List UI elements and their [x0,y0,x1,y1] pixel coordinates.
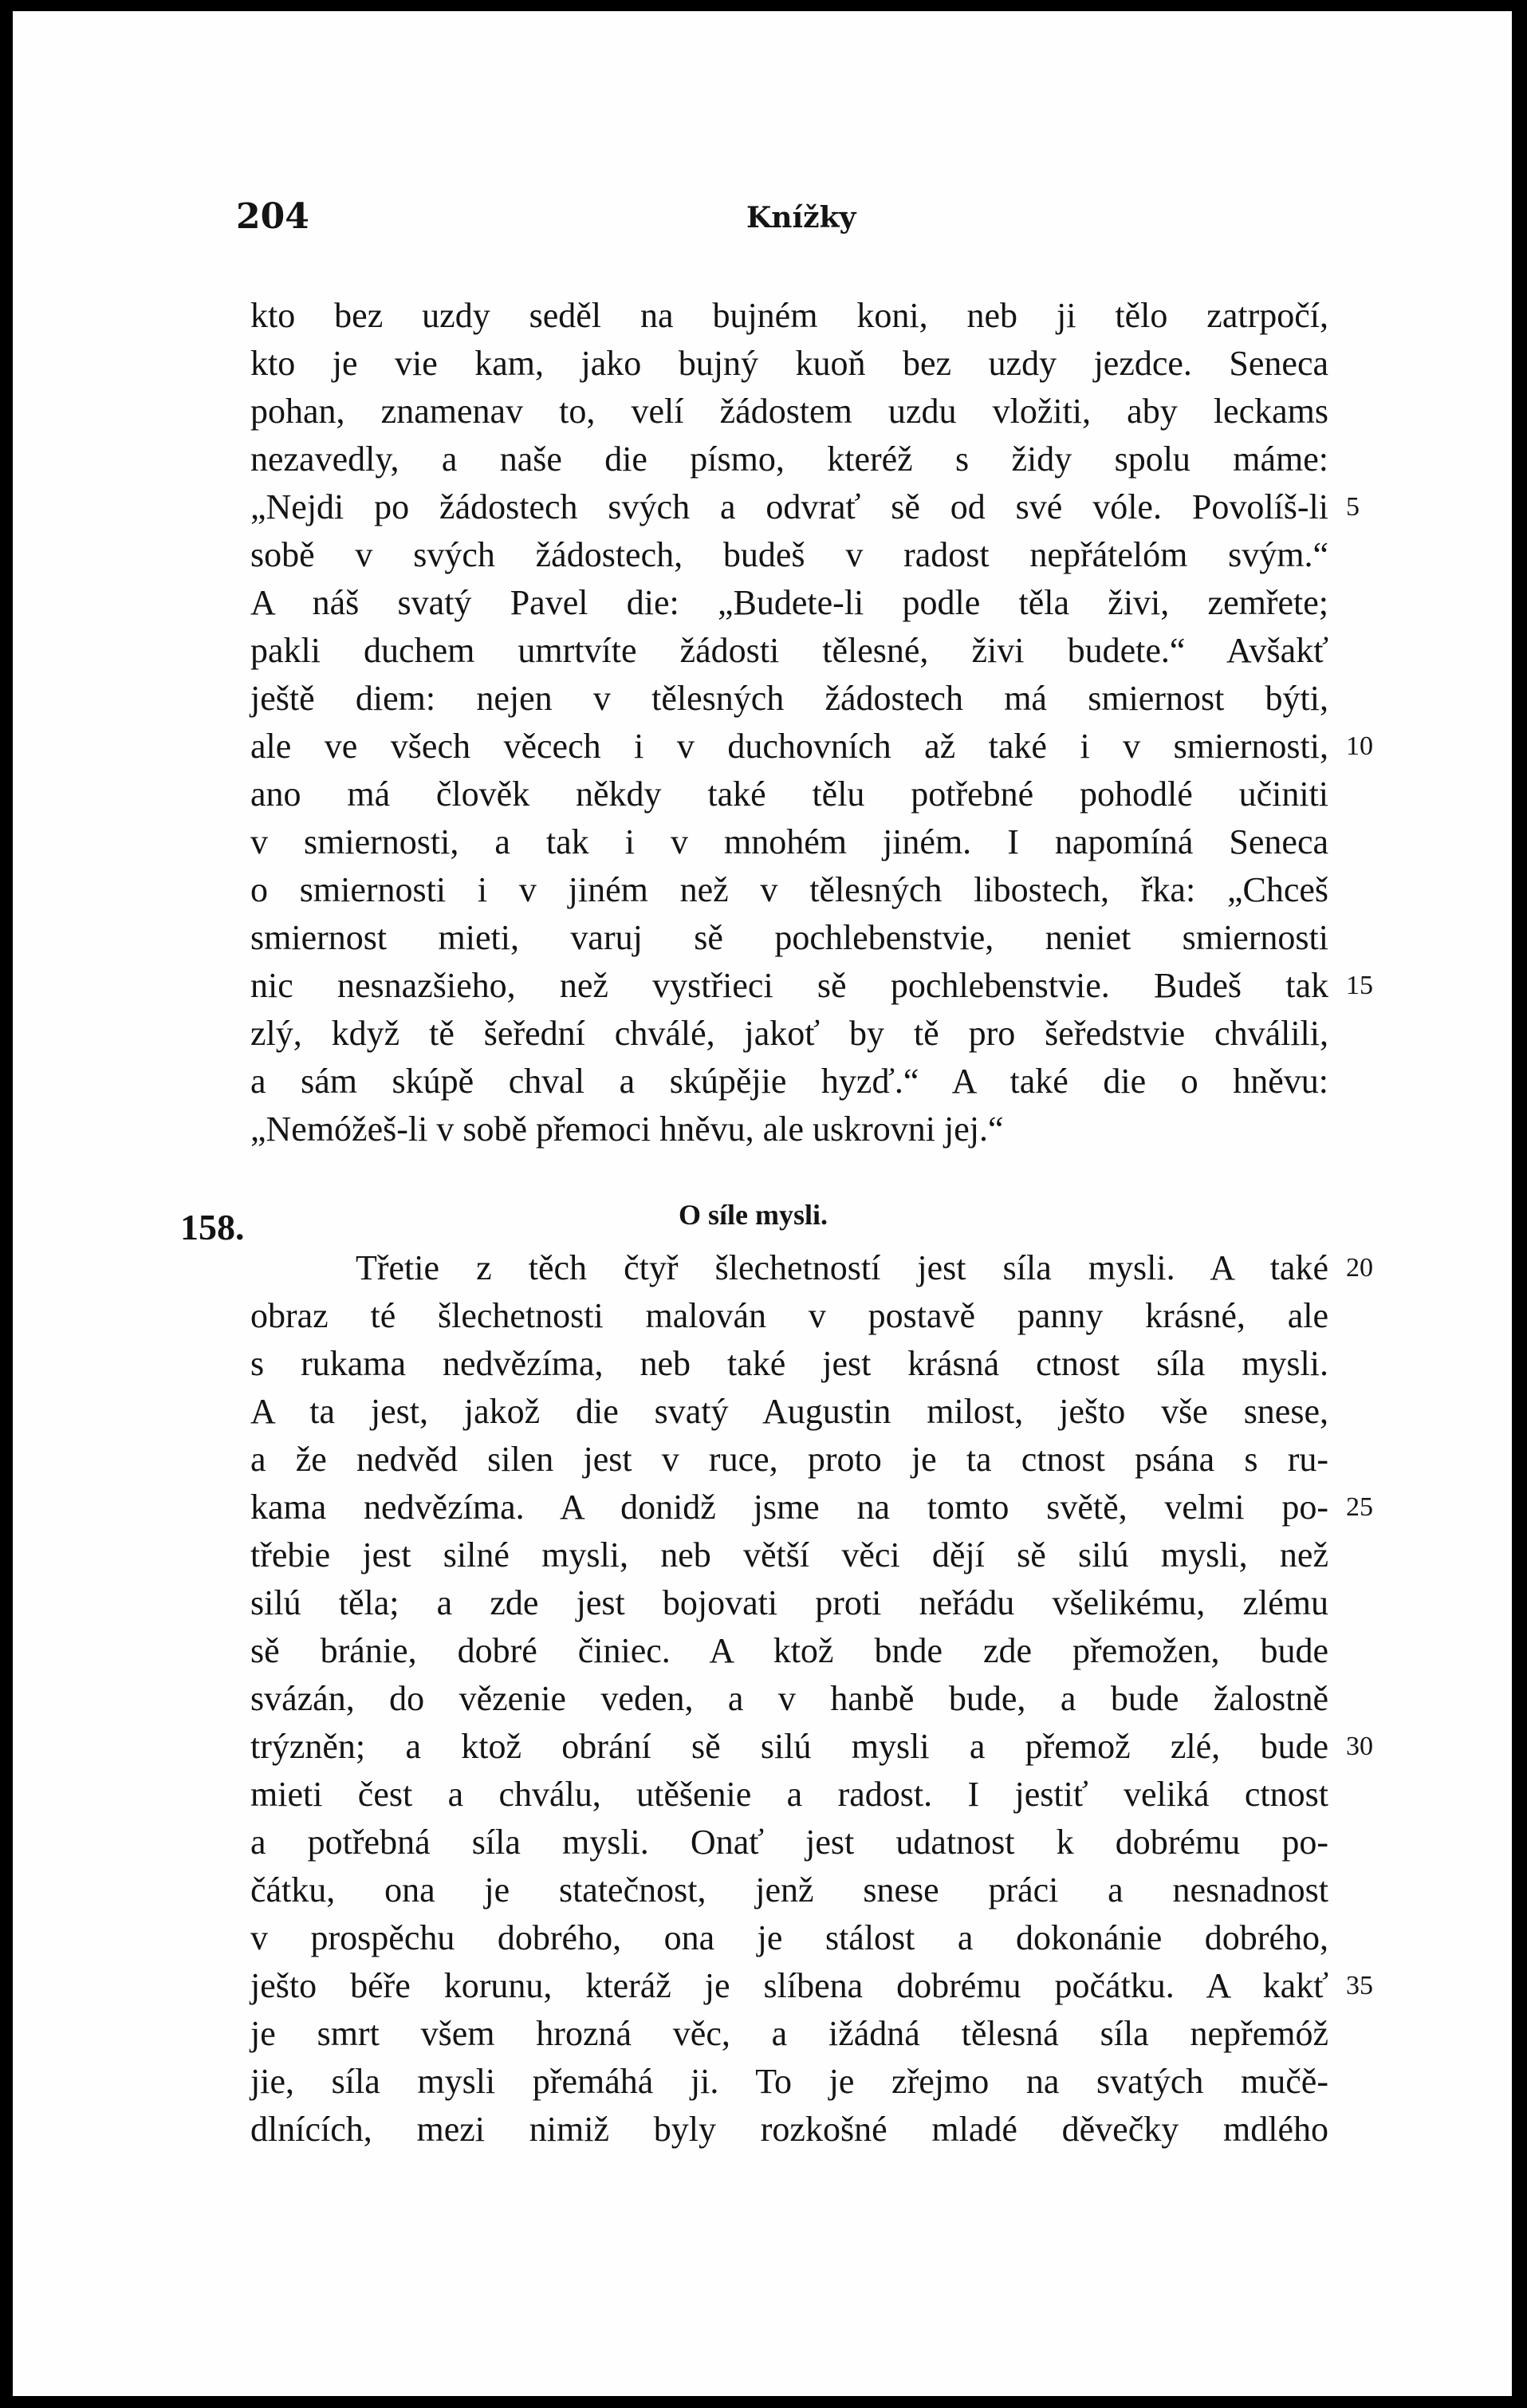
section-title: O síle mysli. [679,1199,828,1231]
text-line: pakli duchem umrtvíte žádosti tělesné, živi budete.“ Avšakť [250,631,1328,670]
line-number: 10 [1346,731,1373,761]
text-line: a sám skúpě chval a skúpějie hyzď.“ A také die o hněvu: [250,1062,1328,1101]
text-line: čátku, ona je statečnost, jenž snese práci a nesnadnost [250,1870,1328,1909]
text-line: mieti čest a chválu, utěšenie a radost. I jestiť veliká ctnost [250,1775,1328,1814]
text-line: nezavedly, a naše die písmo, kteréž s židy spolu máme: [250,439,1328,479]
text-line: a že nedvěd silen jest v ruce, proto je ta ctnost psána s ru- [250,1440,1328,1479]
text-line: trýzněn; a ktož obrání sě silú mysli a přemož zlé, bude [250,1727,1328,1766]
text-line: sobě v svých žádostech, budeš v radost nepřátelóm svým.“ [250,535,1328,574]
text-line: jie, síla mysli přemáhá ji. To je zřejmo na svatých mučě- [250,2062,1328,2101]
text-line: s rukama nedvězíma, neb také jest krásná ctnost síla mysli. [250,1344,1328,1383]
text-line: o smiernosti i v jiném než v tělesných libostech, řka: „Chceš [250,870,1328,909]
line-number: 5 [1346,492,1360,522]
line-number: 35 [1346,1971,1373,2000]
line-number: 25 [1346,1492,1373,1522]
text-line: třebie jest silné mysli, neb větší věci dějí sě silú mysli, než [250,1535,1328,1574]
text-line: smiernost mieti, varuj sě pochlebenstvie, neniet smiernosti [250,918,1328,957]
text-line: v smiernosti, a tak i v mnohém jiném. I napomíná Seneca [250,822,1328,861]
text-line: dlnících, mezi nimiž byly rozkošné mladé děvečky mdlého [250,2110,1328,2149]
text-line: „Nemóžeš-li v sobě přemoci hněvu, ale uskrovni jej.“ [250,1109,1004,1149]
text-line: zlý, když tě šeřední chválé, jakoť by tě pro šeředstvie chválili, [250,1014,1328,1053]
text-line: je smrt všem hrozná věc, a ižádná tělesná síla nepřemóž [250,2014,1328,2053]
text-line: silú těla; a zde jest bojovati proti neřádu všelikému, zlému [250,1583,1328,1622]
text-line: v prospěchu dobrého, ona je stálost a dokonánie dobrého, [250,1918,1328,1957]
book-page [13,11,1512,2396]
text-line: „Nejdi po žádostech svých a odvrať sě od své vóle. Povolíš-li [250,487,1328,526]
section-number: 158. [180,1207,245,1247]
text-line: svázán, do vězenie veden, a v hanbě bude, a bude žalostně [250,1679,1328,1718]
page-number: 204 [236,196,309,237]
page-header [236,196,1352,244]
text-line: Třetie z těch čtyř šlechetností jest síla mysli. A také [356,1248,1328,1287]
running-title: Knížky [746,201,856,234]
line-number: 20 [1346,1253,1373,1283]
text-line: ještě diem: nejen v tělesných žádostech má smiernost býti, [250,679,1328,718]
text-line: sě bránie, dobré činiec. A ktož bnde zde přemožen, bude [250,1631,1328,1670]
text-line: nic nesnazšieho, než vystřieci sě pochlebenstvie. Budeš tak [250,966,1328,1005]
text-line: a potřebná síla mysli. Onať jest udatnost k dobrému po- [250,1823,1328,1862]
text-line: kto je vie kam, jako bujný kuoň bez uzdy jezdce. Seneca [250,344,1328,383]
text-line: kto bez uzdy seděl na bujném koni, neb ji tělo zatrpočí, [250,296,1328,335]
line-number: 30 [1346,1732,1373,1761]
text-line: A ta jest, jakož die svatý Augustin milost, ješto vše snese, [250,1392,1328,1431]
text-line: A náš svatý Pavel die: „Budete-li podle těla živi, zemřete; [250,583,1328,622]
text-line: ješto béře korunu, kteráž je slíbena dobrému počátku. A kakť [250,1966,1328,2005]
text-line: obraz té šlechetnosti malován v postavě panny krásné, ale [250,1296,1328,1335]
text-line: pohan, znamenav to, velí žádostem uzdu vložiti, aby leckams [250,392,1328,431]
text-line: ale ve všech věcech i v duchovních až také i v smiernosti, [250,727,1328,766]
line-number: 15 [1346,971,1373,1000]
text-line: ano má člověk někdy také tělu potřebné pohodlé učiniti [250,774,1328,814]
text-line: kama nedvězíma. A donidž jsme na tomto světě, velmi po- [250,1488,1328,1527]
